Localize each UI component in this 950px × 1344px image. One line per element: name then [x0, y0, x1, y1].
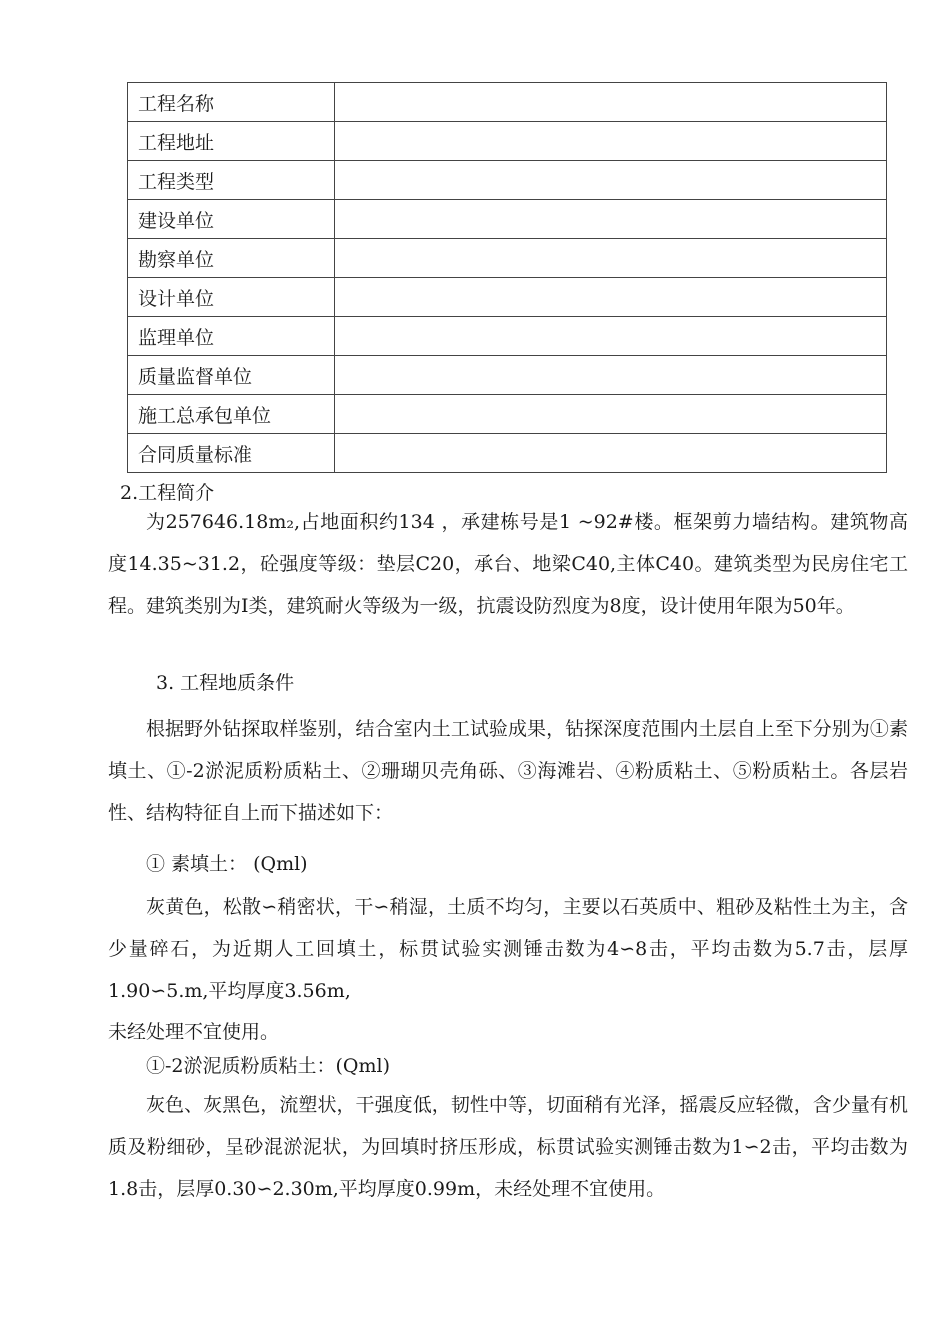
project-overview-paragraph	[108, 501, 908, 627]
row-label: 勘察单位	[128, 239, 335, 278]
row-value	[335, 83, 887, 122]
table-row	[128, 434, 887, 473]
row-value	[335, 161, 887, 200]
row-value	[335, 434, 887, 473]
row-label: 质量监督单位	[128, 356, 335, 395]
table-row	[128, 83, 887, 122]
row-label: 监理单位	[128, 317, 335, 356]
row-value	[335, 200, 887, 239]
layer-1-title: ① 素填土： (Qml)	[146, 853, 308, 875]
row-value	[335, 278, 887, 317]
table-row	[128, 278, 887, 317]
table-row	[128, 122, 887, 161]
layer-2-description	[108, 1084, 908, 1210]
row-label: 施工总承包单位	[128, 395, 335, 434]
row-value	[335, 317, 887, 356]
row-label: 工程地址	[128, 122, 335, 161]
project-info-table	[127, 82, 887, 473]
row-label: 设计单位	[128, 278, 335, 317]
row-label: 工程名称	[128, 83, 335, 122]
overview-text: 为257646.18m₂,占地面积约134 ，承建栋号是1 ~92#楼。框架剪力墙结构。建筑物高度14.35~31.2，砼强度等级：垫层C20，承台、地梁C40,主体C40。建筑类型为民房住宅工程。建筑类别为Ⅰ类，建筑耐火等级为一级，抗震设防烈度为8度，设计使用年限为50年。	[108, 511, 908, 617]
layer-1-note: 未经处理不宜使用。	[108, 1021, 280, 1043]
table-row	[128, 356, 887, 395]
table-row	[128, 317, 887, 356]
layer-1-description	[108, 886, 908, 1012]
table-row	[128, 161, 887, 200]
section-3-heading: 3. 工程地质条件	[156, 672, 295, 694]
row-label: 建设单位	[128, 200, 335, 239]
table-row	[128, 239, 887, 278]
row-value	[335, 395, 887, 434]
table-row	[128, 200, 887, 239]
row-label: 工程类型	[128, 161, 335, 200]
layer-1-text: 灰黄色，松散∽稍密状，干∽稍湿，土质不均匀，主要以石英质中、粗砂及粘性土为主，含少量碎石，为近期人工回填土，标贯试验实测锤击数为4∽8击，平均击数为5.7击，层厚1.90∽5.m,平均厚度3.56m,	[108, 896, 908, 1002]
geology-intro-paragraph	[108, 708, 908, 834]
layer-2-text: 灰色、灰黑色，流塑状，干强度低，韧性中等，切面稍有光泽，摇震反应轻微，含少量有机质及粉细砂，呈砂混淤泥状，为回填时挤压形成，标贯试验实测锤击数为1∽2击，平均击数为1.8击，层厚0.30∽2.30m,平均厚度0.99m，未经处理不宜使用。	[108, 1094, 908, 1200]
geology-intro-text: 根据野外钻探取样鉴别，结合室内土工试验成果，钻探深度范围内土层自上至下分别为①素填土、①-2淤泥质粉质粘土、②珊瑚贝壳角砾、③海滩岩、④粉质粘土、⑤粉质粘土。各层岩性、结构特征自上而下描述如下：	[108, 718, 908, 824]
row-value	[335, 356, 887, 395]
layer-2-title: ①-2淤泥质粉质粘土：(Qml)	[146, 1055, 391, 1077]
row-value	[335, 239, 887, 278]
table-row	[128, 395, 887, 434]
row-value	[335, 122, 887, 161]
section-2-heading: 2.工程简介	[120, 482, 215, 504]
row-label: 合同质量标准	[128, 434, 335, 473]
